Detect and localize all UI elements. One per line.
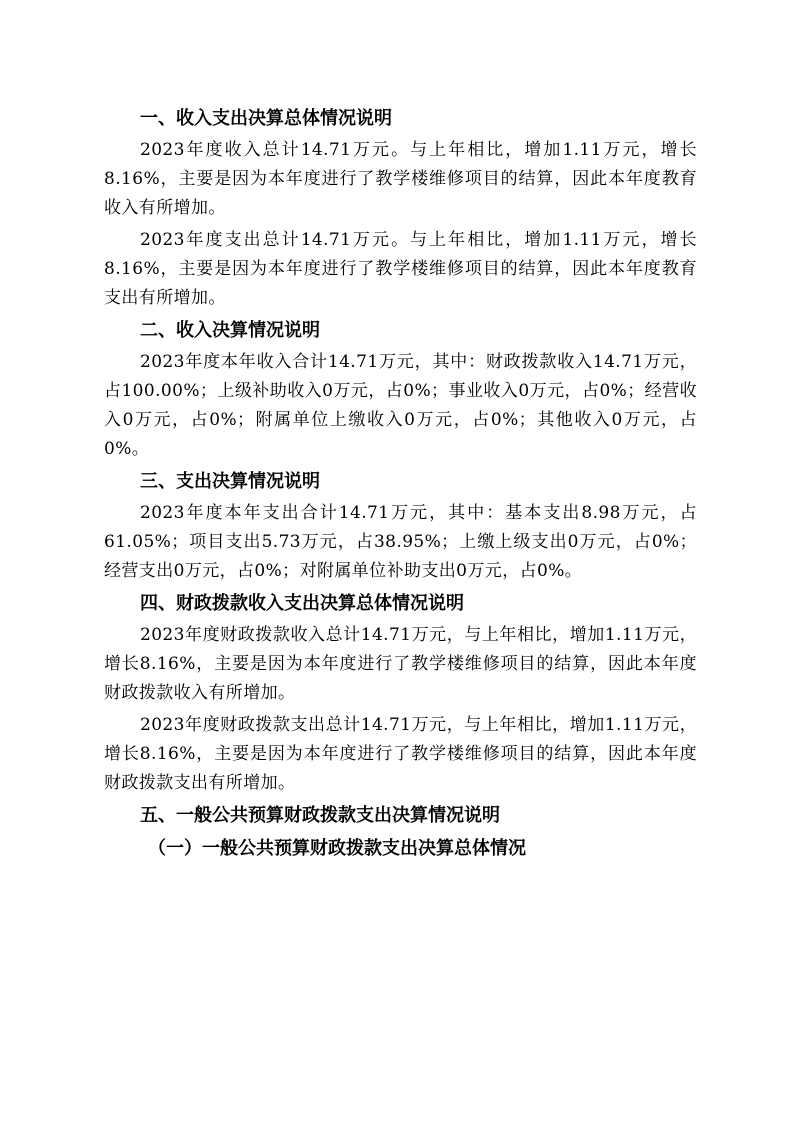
section-1-heading: 一、收入支出决算总体情况说明 bbox=[140, 108, 392, 129]
section-4-paragraph-1: 2023年度财政拨款收入总计14.71万元，与上年相比，增加1.11万元，增长8.16%，主要是因为本年度进行了教学楼维修项目的结算，因此本年度财政拨款收入有所增加。 bbox=[104, 625, 697, 703]
section-1-paragraph-2: 2023年度支出总计14.71万元。与上年相比，增加1.11万元，增长8.16%，主要是因为本年度进行了教学楼维修项目的结算，因此本年度教育支出有所增加。 bbox=[104, 230, 697, 308]
section-3-heading: 三、支出决算情况说明 bbox=[140, 471, 320, 492]
section-4-paragraph-2: 2023年度财政拨款支出总计14.71万元，与上年相比，增加1.11万元，增长8.16%，主要是因为本年度进行了教学楼维修项目的结算，因此本年度财政拨款支出有所增加。 bbox=[104, 715, 697, 793]
section-1-paragraph-1: 2023年度收入总计14.71万元。与上年相比，增加1.11万元，增长8.16%，主要是因为本年度进行了教学楼维修项目的结算，因此本年度教育收入有所增加。 bbox=[104, 140, 697, 218]
section-4-heading: 四、财政拨款收入支出决算总体情况说明 bbox=[140, 593, 464, 614]
section-3-paragraph-1: 2023年度本年支出合计14.71万元，其中：基本支出8.98万元，占61.05%；项目支出5.73万元，占38.95%；上缴上级支出0万元，占0%；经营支出0万元，占0%；对附属单位补助支出0万元，占0%。 bbox=[104, 503, 697, 581]
section-5-heading: 五、一般公共预算财政拨款支出决算情况说明 bbox=[140, 805, 500, 826]
section-5-subheading: （一）一般公共预算财政拨款支出决算总体情况 bbox=[148, 838, 526, 859]
section-2-paragraph-1: 2023年度本年收入合计14.71万元，其中：财政拨款收入14.71万元，占100.00%；上级补助收入0万元，占0%；事业收入0万元，占0%；经营收入0万元，占0%；附属单位上缴收入0万元，占0%；其他收入0万元，占0%。 bbox=[104, 352, 697, 459]
section-2-heading: 二、收入决算情况说明 bbox=[140, 320, 320, 341]
